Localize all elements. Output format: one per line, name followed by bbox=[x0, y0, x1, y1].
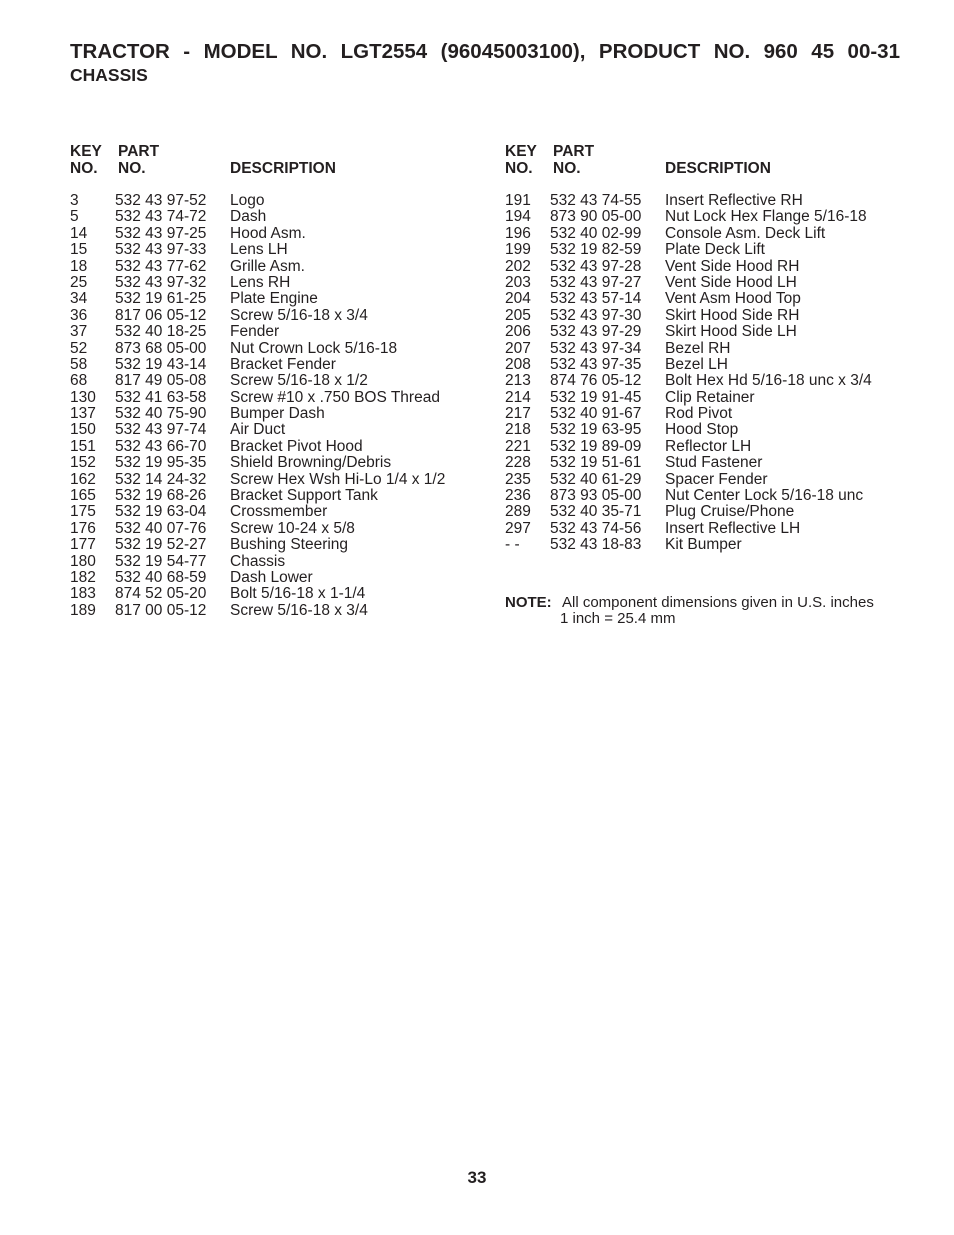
part-no: 532 40 68-59 bbox=[115, 568, 207, 586]
key-no: 151 bbox=[70, 437, 96, 455]
description: Shield Browning/Debris bbox=[230, 454, 392, 472]
key-header-line1: KEY bbox=[505, 143, 537, 160]
key-no: 297 bbox=[505, 519, 531, 537]
part-no: 817 49 05-08 bbox=[115, 372, 207, 390]
key-no: 228 bbox=[505, 454, 531, 472]
right-rows bbox=[505, 193, 925, 554]
key-no: 5 bbox=[70, 208, 79, 226]
key-header-line2: NO. bbox=[505, 160, 533, 177]
description-header: DESCRIPTION bbox=[230, 160, 336, 177]
part-no: 532 40 75-90 bbox=[115, 405, 207, 423]
part-no: 532 43 97-32 bbox=[115, 273, 207, 291]
description: Hood Stop bbox=[665, 421, 739, 439]
key-no: 137 bbox=[70, 405, 96, 423]
description: Vent Side Hood LH bbox=[665, 273, 797, 291]
description: Insert Reflective RH bbox=[665, 192, 803, 209]
part-header-line2: NO. bbox=[553, 160, 581, 177]
table-row bbox=[505, 537, 925, 553]
key-no: 52 bbox=[70, 339, 88, 357]
key-no: 162 bbox=[70, 470, 96, 488]
description: Skirt Hood Side LH bbox=[665, 323, 797, 341]
key-no: 150 bbox=[70, 421, 96, 439]
description: Nut Center Lock 5/16-18 unc bbox=[665, 487, 864, 505]
part-no: 532 43 66-70 bbox=[115, 437, 207, 455]
key-no: 218 bbox=[505, 421, 531, 439]
part-no: 532 43 74-72 bbox=[115, 208, 207, 226]
key-no: 176 bbox=[70, 519, 96, 537]
note-label: NOTE: bbox=[505, 594, 552, 611]
description: Console Asm. Deck Lift bbox=[665, 224, 826, 242]
description: Lens LH bbox=[230, 241, 288, 259]
part-no: 532 40 02-99 bbox=[550, 224, 642, 242]
table-row bbox=[70, 390, 490, 406]
table-row bbox=[505, 341, 925, 357]
part-no: 532 43 97-28 bbox=[550, 257, 642, 275]
table-row bbox=[70, 488, 490, 504]
description: Bracket Fender bbox=[230, 355, 336, 373]
description-header: DESCRIPTION bbox=[665, 160, 771, 177]
table-row bbox=[70, 259, 490, 275]
description: Kit Bumper bbox=[665, 536, 742, 554]
part-no: 873 93 05-00 bbox=[550, 487, 642, 505]
part-no: 532 19 95-35 bbox=[115, 454, 207, 472]
table-row bbox=[70, 586, 490, 602]
part-no: 532 19 52-27 bbox=[115, 536, 207, 554]
part-no: 532 43 97-33 bbox=[115, 241, 207, 259]
description: Bezel LH bbox=[665, 355, 728, 373]
table-row bbox=[70, 193, 490, 209]
part-header-line1: PART bbox=[553, 143, 595, 160]
table-row bbox=[70, 308, 490, 324]
part-no: 532 43 74-55 bbox=[550, 192, 642, 209]
part-no: 532 43 97-35 bbox=[550, 355, 642, 373]
key-no: 152 bbox=[70, 454, 96, 472]
key-no: 18 bbox=[70, 257, 88, 275]
table-row bbox=[70, 209, 490, 225]
key-no: 25 bbox=[70, 273, 88, 291]
table-row bbox=[70, 291, 490, 307]
key-no: 202 bbox=[505, 257, 531, 275]
table-row bbox=[505, 357, 925, 373]
part-no: 532 41 63-58 bbox=[115, 388, 207, 406]
table-row bbox=[70, 537, 490, 553]
description: Screw 10-24 x 5/8 bbox=[230, 519, 355, 537]
table-row bbox=[70, 554, 490, 570]
description: Spacer Fender bbox=[665, 470, 768, 488]
table-row bbox=[70, 373, 490, 389]
note-line1: All component dimensions given in U.S. inches bbox=[562, 594, 874, 611]
part-no: 532 40 91-67 bbox=[550, 405, 642, 423]
key-no: 183 bbox=[70, 585, 96, 603]
description: Air Duct bbox=[230, 421, 286, 439]
table-row bbox=[70, 226, 490, 242]
part-header-line2: NO. bbox=[118, 160, 146, 177]
description: Logo bbox=[230, 192, 265, 209]
part-no: 532 43 77-62 bbox=[115, 257, 207, 275]
table-row bbox=[505, 291, 925, 307]
description: Screw 5/16-18 x 1/2 bbox=[230, 372, 368, 390]
description: Insert Reflective LH bbox=[665, 519, 801, 537]
parts-table-right bbox=[505, 143, 925, 554]
part-no: 874 76 05-12 bbox=[550, 372, 642, 390]
description: Rod Pivot bbox=[665, 405, 733, 423]
description: Plate Engine bbox=[230, 290, 318, 308]
table-row bbox=[505, 209, 925, 225]
part-no: 532 40 61-29 bbox=[550, 470, 642, 488]
key-no: 37 bbox=[70, 323, 88, 341]
part-no: 532 19 63-95 bbox=[550, 421, 642, 439]
key-no: 191 bbox=[505, 192, 531, 209]
part-no: 873 68 05-00 bbox=[115, 339, 207, 357]
table-row bbox=[70, 521, 490, 537]
table-row bbox=[70, 406, 490, 422]
part-no: 532 40 07-76 bbox=[115, 519, 207, 537]
table-row bbox=[70, 504, 490, 520]
key-no: 34 bbox=[70, 290, 88, 308]
part-no: 532 14 24-32 bbox=[115, 470, 207, 488]
table-row bbox=[505, 373, 925, 389]
table-row bbox=[70, 242, 490, 258]
table-row bbox=[505, 242, 925, 258]
key-no: 15 bbox=[70, 241, 88, 259]
key-no: - - bbox=[505, 536, 520, 554]
table-row bbox=[505, 439, 925, 455]
table-header bbox=[505, 143, 925, 183]
key-no: 189 bbox=[70, 601, 96, 619]
key-no: 205 bbox=[505, 306, 531, 324]
description: Bumper Dash bbox=[230, 405, 325, 423]
key-no: 214 bbox=[505, 388, 531, 406]
table-row bbox=[505, 521, 925, 537]
table-row bbox=[505, 275, 925, 291]
description: Vent Asm Hood Top bbox=[665, 290, 801, 308]
description: Bezel RH bbox=[665, 339, 731, 357]
table-row bbox=[70, 603, 490, 619]
part-no: 532 19 89-09 bbox=[550, 437, 642, 455]
key-no: 194 bbox=[505, 208, 531, 226]
description: Nut Lock Hex Flange 5/16-18 bbox=[665, 208, 867, 226]
table-row bbox=[505, 259, 925, 275]
description: Lens RH bbox=[230, 273, 291, 291]
key-no: 204 bbox=[505, 290, 531, 308]
description: Bracket Pivot Hood bbox=[230, 437, 363, 455]
description: Bracket Support Tank bbox=[230, 487, 378, 505]
key-header-line2: NO. bbox=[70, 160, 98, 177]
key-no: 235 bbox=[505, 470, 531, 488]
key-no: 180 bbox=[70, 552, 96, 570]
description: Stud Fastener bbox=[665, 454, 763, 472]
part-no: 817 00 05-12 bbox=[115, 601, 207, 619]
key-no: 236 bbox=[505, 487, 531, 505]
part-header-line1: PART bbox=[118, 143, 160, 160]
part-no: 532 19 68-26 bbox=[115, 487, 207, 505]
section-subtitle: CHASSIS bbox=[70, 65, 148, 85]
part-no: 817 06 05-12 bbox=[115, 306, 207, 324]
table-row bbox=[70, 472, 490, 488]
key-no: 68 bbox=[70, 372, 88, 390]
page-number: 33 bbox=[467, 1168, 487, 1187]
description: Vent Side Hood RH bbox=[665, 257, 800, 275]
key-no: 130 bbox=[70, 388, 96, 406]
table-row bbox=[505, 406, 925, 422]
key-no: 206 bbox=[505, 323, 531, 341]
description: Screw Hex Wsh Hi-Lo 1/4 x 1/2 bbox=[230, 470, 446, 488]
key-no: 182 bbox=[70, 568, 96, 586]
table-row bbox=[70, 341, 490, 357]
key-no: 207 bbox=[505, 339, 531, 357]
part-no: 532 43 97-29 bbox=[550, 323, 642, 341]
description: Clip Retainer bbox=[665, 388, 755, 406]
table-row bbox=[70, 275, 490, 291]
table-row bbox=[70, 439, 490, 455]
key-no: 217 bbox=[505, 405, 531, 423]
table-row bbox=[505, 308, 925, 324]
table-row bbox=[505, 472, 925, 488]
left-rows bbox=[70, 193, 490, 619]
key-header-line1: KEY bbox=[70, 143, 102, 160]
description: Screw #10 x .750 BOS Thread bbox=[230, 388, 440, 406]
description: Nut Crown Lock 5/16-18 bbox=[230, 339, 398, 357]
page-title: TRACTOR - MODEL NO. LGT2554 (96045003100), PRODUCT NO. 960 45 00-31 bbox=[70, 40, 900, 63]
description: Skirt Hood Side RH bbox=[665, 306, 800, 324]
key-no: 58 bbox=[70, 355, 88, 373]
part-no: 532 43 97-52 bbox=[115, 192, 207, 209]
part-no: 532 43 97-74 bbox=[115, 421, 207, 439]
key-no: 196 bbox=[505, 224, 531, 242]
key-no: 208 bbox=[505, 355, 531, 373]
table-row bbox=[505, 324, 925, 340]
parts-table-left bbox=[70, 143, 490, 619]
part-no: 532 40 18-25 bbox=[115, 323, 207, 341]
description: Screw 5/16-18 x 3/4 bbox=[230, 306, 368, 324]
description: Plug Cruise/Phone bbox=[665, 503, 795, 521]
key-no: 289 bbox=[505, 503, 531, 521]
description: Hood Asm. bbox=[230, 224, 306, 242]
note-line2: 1 inch = 25.4 mm bbox=[560, 610, 676, 628]
table-row bbox=[505, 504, 925, 520]
part-no: 874 52 05-20 bbox=[115, 585, 207, 603]
table-row bbox=[505, 193, 925, 209]
description: Screw 5/16-18 x 3/4 bbox=[230, 601, 368, 619]
description: Bolt Hex Hd 5/16-18 unc x 3/4 bbox=[665, 372, 872, 390]
table-row bbox=[70, 357, 490, 373]
key-no: 165 bbox=[70, 487, 96, 505]
description: Bolt 5/16-18 x 1-1/4 bbox=[230, 585, 366, 603]
table-row bbox=[505, 455, 925, 471]
description: Chassis bbox=[230, 552, 286, 570]
key-no: 199 bbox=[505, 241, 531, 259]
description: Dash bbox=[230, 208, 267, 226]
part-no: 532 43 74-56 bbox=[550, 519, 642, 537]
table-row bbox=[505, 390, 925, 406]
part-no: 532 40 35-71 bbox=[550, 503, 642, 521]
part-no: 532 43 97-30 bbox=[550, 306, 642, 324]
table-row bbox=[70, 570, 490, 586]
key-no: 36 bbox=[70, 306, 88, 324]
part-no: 873 90 05-00 bbox=[550, 208, 642, 226]
key-no: 221 bbox=[505, 437, 531, 455]
description: Grille Asm. bbox=[230, 257, 305, 275]
part-no: 532 19 91-45 bbox=[550, 388, 642, 406]
part-no: 532 43 57-14 bbox=[550, 290, 642, 308]
description: Dash Lower bbox=[230, 568, 313, 586]
part-no: 532 19 61-25 bbox=[115, 290, 207, 308]
key-no: 213 bbox=[505, 372, 531, 390]
part-no: 532 19 43-14 bbox=[115, 355, 207, 373]
description: Fender bbox=[230, 323, 280, 341]
key-no: 14 bbox=[70, 224, 88, 242]
description: Plate Deck Lift bbox=[665, 241, 765, 259]
description: Bushing Steering bbox=[230, 536, 349, 554]
part-no: 532 19 51-61 bbox=[550, 454, 642, 472]
table-row bbox=[505, 422, 925, 438]
part-no: 532 19 54-77 bbox=[115, 552, 207, 570]
table-row bbox=[505, 226, 925, 242]
part-no: 532 19 63-04 bbox=[115, 503, 207, 521]
table-header bbox=[70, 143, 490, 183]
description: Crossmember bbox=[230, 503, 328, 521]
part-no: 532 43 97-27 bbox=[550, 273, 642, 291]
part-no: 532 43 97-25 bbox=[115, 224, 207, 242]
table-row bbox=[505, 488, 925, 504]
table-row bbox=[70, 324, 490, 340]
table-row bbox=[70, 455, 490, 471]
key-no: 3 bbox=[70, 192, 79, 209]
part-no: 532 19 82-59 bbox=[550, 241, 642, 259]
key-no: 203 bbox=[505, 273, 531, 291]
part-no: 532 43 97-34 bbox=[550, 339, 642, 357]
part-no: 532 43 18-83 bbox=[550, 536, 642, 554]
description: Reflector LH bbox=[665, 437, 752, 455]
key-no: 175 bbox=[70, 503, 96, 521]
key-no: 177 bbox=[70, 536, 96, 554]
table-row bbox=[70, 422, 490, 438]
